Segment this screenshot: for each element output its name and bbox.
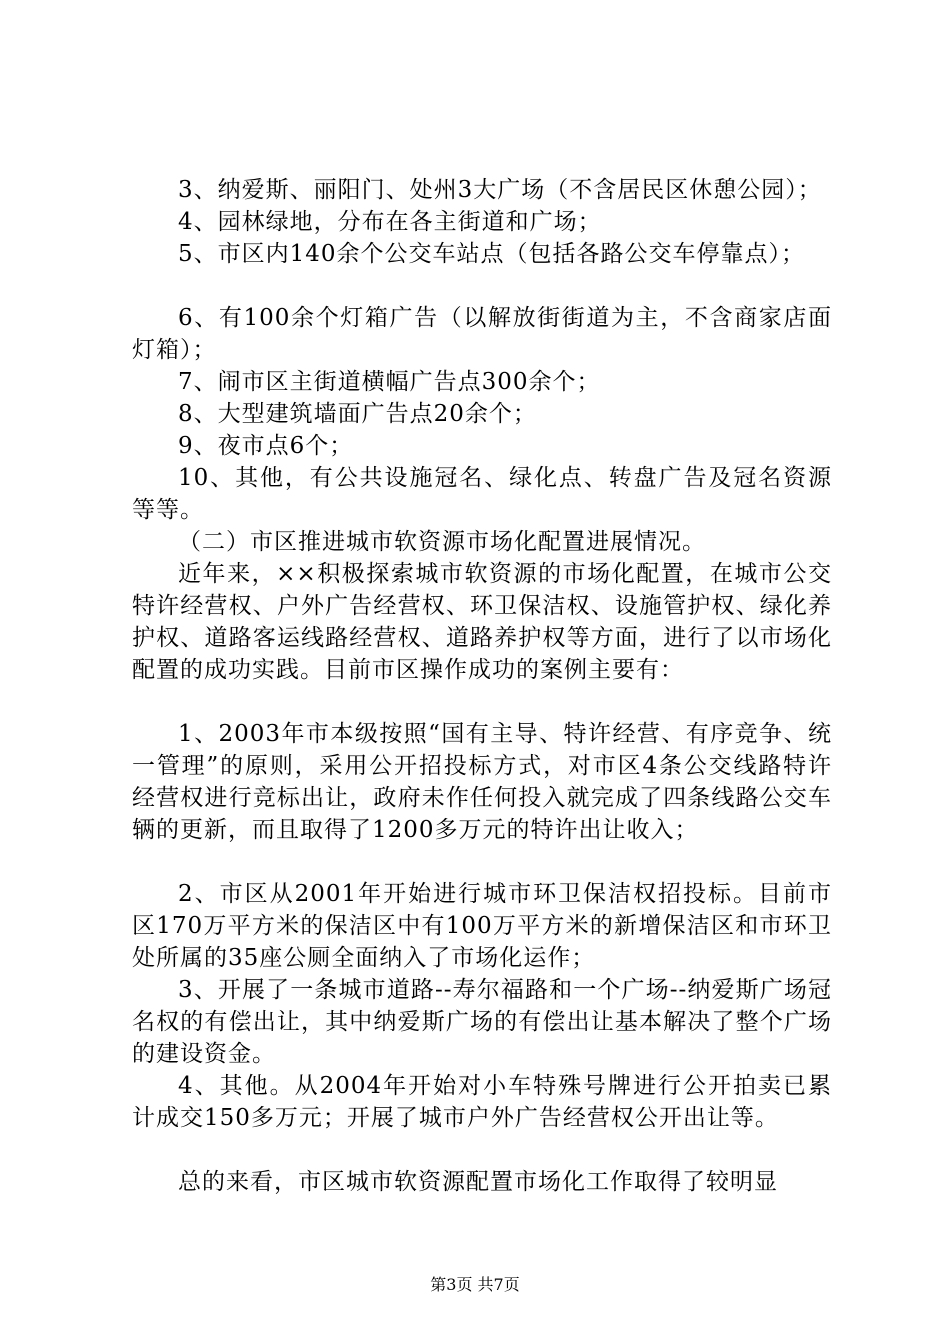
paragraph-gap bbox=[132, 846, 832, 878]
case-item-3: 3、开展了一条城市道路--寿尔福路和一个广场--纳爱斯广场冠名权的有偿出让，其中纳爱斯广场的有偿出让基本解决了整个广场的建设资金。 bbox=[132, 977, 832, 1067]
paragraph-item-4: 4、园林绿地，分布在各主街道和广场； bbox=[178, 209, 602, 235]
paragraph-item-8: 8、大型建筑墙面广告点20余个； bbox=[178, 401, 537, 427]
page-footer: 第3页 共7页 bbox=[430, 1275, 520, 1294]
paragraph-intro: 近年来，××积极探索城市软资源的市场化配置，在城市公交特许经营权、户外广告经营权、环卫保洁权、设施管护权、绿化养护权、道路客运线路经营权、道路养护权等方面，进行了以市场化配置的成功实践。目前市区操作成功的案例主要有： bbox=[132, 561, 832, 683]
paragraph-gap bbox=[132, 270, 832, 302]
paragraph-item-7: 7、闹市区主街道横幅广告点300余个； bbox=[178, 369, 601, 395]
section-heading: （二）市区推进城市软资源市场化配置进展情况。 bbox=[178, 529, 706, 555]
paragraph-summary: 总的来看，市区城市软资源配置市场化工作取得了较明显 bbox=[178, 1169, 778, 1195]
paragraph-gap bbox=[132, 686, 832, 718]
paragraph-item-5: 5、市区内140余个公交车站点（包括各路公交车停靠点）； bbox=[178, 241, 806, 267]
case-item-2: 2、市区从2001年开始进行城市环卫保洁权招投标。目前市区170万平方米的保洁区中有100万平方米的新增保洁区和市环卫处所属的35座公厕全面纳入了市场化运作； bbox=[132, 881, 832, 971]
paragraph-item-10: 10、其他，有公共设施冠名、绿化点、转盘广告及冠名资源等等。 bbox=[132, 465, 832, 523]
case-item-4: 4、其他。从2004年开始对小车特殊号牌进行公开拍卖已累计成交150多万元；开展了城市户外广告经营权公开出让等。 bbox=[132, 1073, 832, 1131]
paragraph-gap bbox=[132, 1134, 832, 1166]
paragraph-item-9: 9、夜市点6个； bbox=[178, 433, 354, 459]
document-body bbox=[132, 174, 832, 1198]
paragraph-item-6: 6、有100余个灯箱广告（以解放街街道为主，不含商家店面灯箱）； bbox=[132, 305, 832, 363]
case-item-1: 1、2003年市本级按照“国有主导、特许经营、有序竞争、统一管理”的原则，采用公开招投标方式，对市区4条公交线路特许经营权进行竞标出让，政府未作任何投入就完成了四条线路公交车辆的更新，而且取得了1200多万元的特许出让收入； bbox=[132, 721, 832, 843]
paragraph-item-3: 3、纳爱斯、丽阳门、处州3大广场（不含居民区休憩公园）； bbox=[178, 177, 822, 203]
